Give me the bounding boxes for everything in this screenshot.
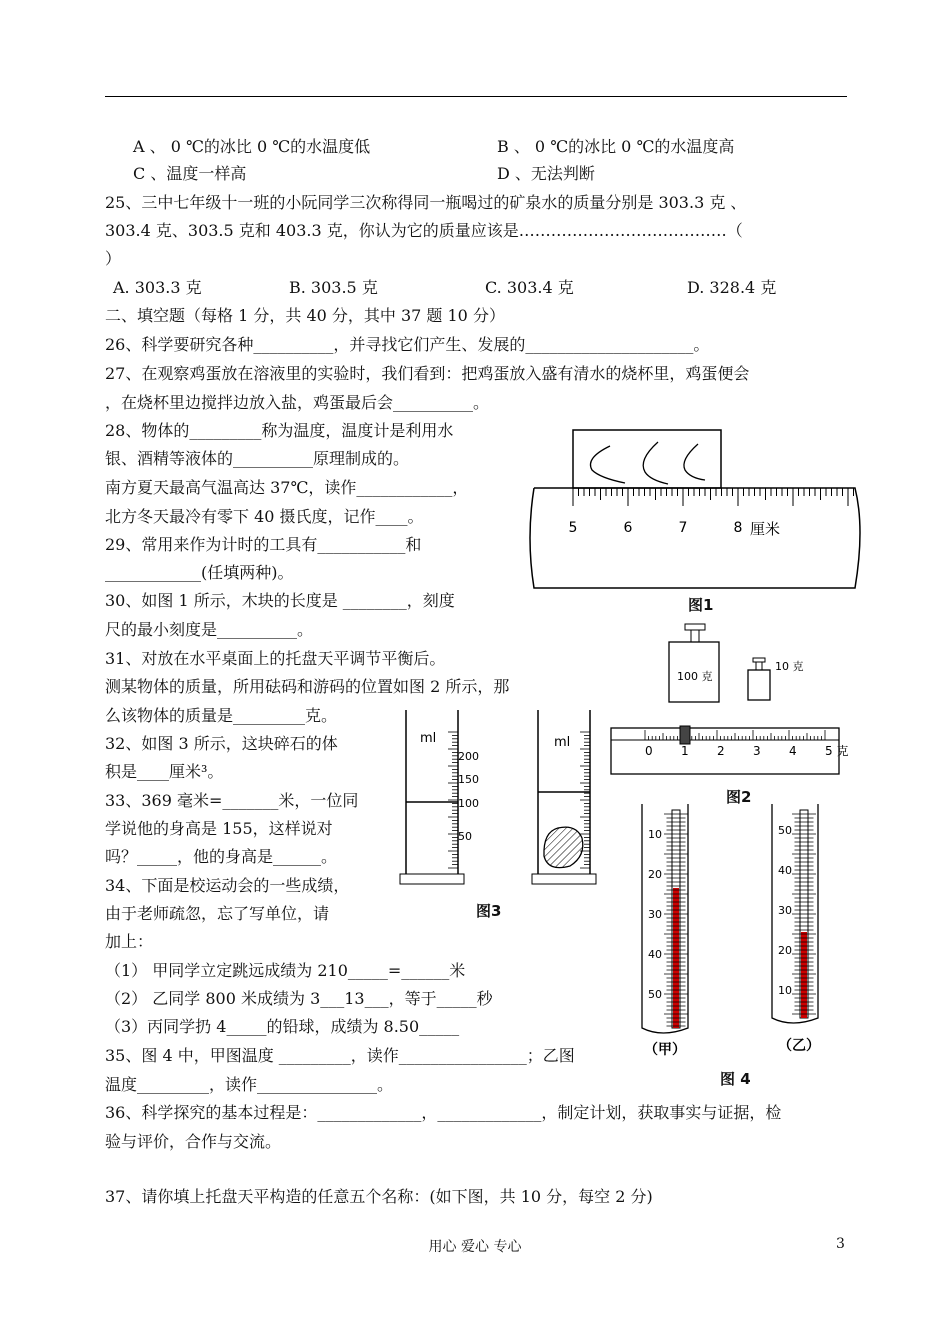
q29-line1: 29、常用来作为计时的工具有___________和 [105,535,422,554]
small-weight-knob [753,658,765,662]
thermometer-right-label: 40 [778,864,792,877]
footer-slogan: 用心 爱心 专心 [428,1239,522,1255]
q33-line1: 33、369 毫米=_______米，一位同 [105,791,359,810]
q33-line3: 吗？_____，他的身高是______。 [105,847,338,866]
q28-line4: 北方冬天最冷有零下 40 摄氏度，记作____。 [105,507,424,526]
q36-line1: 36、科学探究的基本过程是：_____________，_____________，制定计划，获取事实与证据，检 [105,1103,782,1122]
q25-option-b: B. 303.5 克 [289,278,378,297]
cylinder-unit-right: ml [554,735,571,750]
cylinder-left-ticks [448,732,458,868]
page-number: 3 [836,1236,845,1252]
q35-line1: 35、图 4 中，甲图温度 _________，读作________________；乙图 [105,1046,575,1065]
q34-item1: （1） 甲同学立定跳远成绩为 210_____=______米 [105,961,466,980]
weight-knob [685,624,705,630]
beam-ticks [645,730,825,740]
thermometer-right-label: 50 [778,824,792,837]
figure-3-measuring-cylinders [398,706,608,892]
q28-line1: 28、物体的_________称为温度，温度计是利用水 [105,421,454,440]
option-c: C 、温度一样高 [133,164,247,183]
q30-line2: 尺的最小刻度是__________。 [105,620,314,639]
ruler-body [530,488,860,588]
q33-line2: 学说他的身高是 155，这样说对 [105,819,333,838]
q31-line1: 31、对放在水平桌面上的托盘天平调节平衡后。 [105,649,446,668]
option-d: D 、无法判断 [497,164,595,183]
cylinder-unit: ml [420,731,437,746]
q25-line2: 303.4 克、303.5 克和 403.3 克，你认为它的质量应该是…………………………………（ [105,221,743,240]
weight-neck [691,630,699,642]
label-yi: （乙） [778,1038,820,1054]
beam-label: 4 [789,744,797,758]
cylinder-scale-label: 100 [458,797,479,810]
thermometer-left-label: 50 [648,988,662,1001]
thermometer-right-labels [778,824,792,997]
q27-line2: ，在烧杯里边搅拌边放入盐，鸡蛋最后会__________。 [105,393,490,412]
weight-10g [748,670,770,700]
q25-option-c: C. 303.4 克 [485,278,574,297]
ruler-unit: 厘米 [750,520,781,538]
thermometer-right-label: 30 [778,904,792,917]
wood-grain [590,446,625,483]
q27-line1: 27、在观察鸡蛋放在溶液里的实验时，我们看到：把鸡蛋放入盛有清水的烧杯里，鸡蛋便会 [105,364,750,383]
beam-label: 5 克 [825,744,849,758]
q25-option-d: D. 328.4 克 [687,278,777,297]
q31-line3: 么该物体的质量是_________克。 [105,706,338,725]
figure-1-caption: 图1 [688,596,714,614]
thermometer-left-label: 20 [648,868,662,881]
q28-line3: 南方夏天最高气温高达 37℃，读作____________， [105,478,469,497]
thermometer-right-label: 20 [778,944,792,957]
cylinder-right-base [532,874,596,884]
figure-1-ruler [530,428,865,596]
q29-line2: ____________(任填两种)。 [105,563,294,582]
header-rule [105,96,847,97]
thermometer-left-label: 30 [648,908,662,921]
q30-line1: 30、如图 1 所示，木块的长度是 ________，刻度 [105,591,455,610]
rider [680,726,690,744]
figure-4-caption: 图 4 [720,1070,751,1088]
q26: 26、科学要研究各种__________，并寻找它们产生、发展的_____________________。 [105,335,710,354]
cylinder-scale-labels [458,750,479,843]
ruler-label: 8 [733,520,743,536]
ruler-ticks [573,488,854,506]
beam-label: 3 [753,744,761,758]
figure-3-caption: 图3 [476,902,502,920]
weight-100g-label: 100 克 [677,670,713,683]
q32-line1: 32、如图 3 所示，这块碎石的体 [105,734,338,753]
beam-labels [645,744,848,758]
cylinder-scale-label: 200 [458,750,479,763]
beam-label: 2 [717,744,725,758]
cylinder-scale-label: 50 [458,830,472,843]
q34-item3: （3）丙同学扔 4_____的铅球，成绩为 8.50_____ [105,1017,460,1036]
q34-line1: 34、下面是校运动会的一些成绩， [105,876,350,895]
q31-line2: 测某物体的质量，所用砝码和游码的位置如图 2 所示，那 [105,677,510,696]
q28-line2: 银、酒精等液体的__________原理制成的。 [105,449,410,468]
beam-label: 0 [645,744,653,758]
q25-line1: 25、三中七年级十一班的小阮同学三次称得同一瓶喝过的矿泉水的质量分别是 303.3 克 、 [105,193,747,212]
q35-line2: 温度_________，读作_______________。 [105,1075,394,1094]
thermometer-left-label: 10 [648,828,662,841]
figure-2-caption: 图2 [726,788,752,806]
weight-10g-label: 10 克 [775,660,804,673]
label-jia: （甲） [644,1042,686,1058]
q34-item2: （2） 乙同学 800 米成绩为 3___13___，等于_____秒 [105,989,493,1008]
wood-grain [643,442,668,484]
small-weight-neck [756,662,762,670]
thermometer-right-label: 10 [778,984,792,997]
section-heading: 二、填空题（每格 1 分，共 40 分，其中 37 题 10 分） [105,306,505,325]
q32-line2: 积是____厘米³。 [105,762,224,781]
q34-line3: 加上： [105,932,154,951]
q36-line2: 验与评价，合作与交流。 [105,1132,282,1151]
beam-label: 1 [681,744,689,758]
wood-grain [684,444,705,480]
figure-4-thermometers [640,800,840,1070]
thermometer-left-label: 40 [648,948,662,961]
rock [544,827,583,868]
option-b: B 、 0 ℃的冰比 0 ℃的水温度高 [497,137,735,156]
q25-option-a: A. 303.3 克 [113,278,202,297]
figure-2-balance-scale [605,622,849,782]
thermometer-left-labels [648,828,662,1001]
ruler-labels [569,520,743,536]
option-a: A 、 0 ℃的冰比 0 ℃的水温度低 [133,137,371,156]
q37: 37、请你填上托盘天平构造的任意五个名称：(如下图，共 10 分，每空 2 分) [105,1187,653,1206]
cylinder-scale-label: 150 [458,773,479,786]
ruler-label: 5 [568,520,578,536]
cylinder-left-base [400,874,464,884]
ruler-label: 7 [678,520,688,536]
ruler-label: 6 [623,520,633,536]
thermometer-right-liquid [801,932,807,1018]
q34-line2: 由于老师疏忽，忘了写单位，请 [105,904,330,923]
q25-line3: ） [105,249,122,268]
